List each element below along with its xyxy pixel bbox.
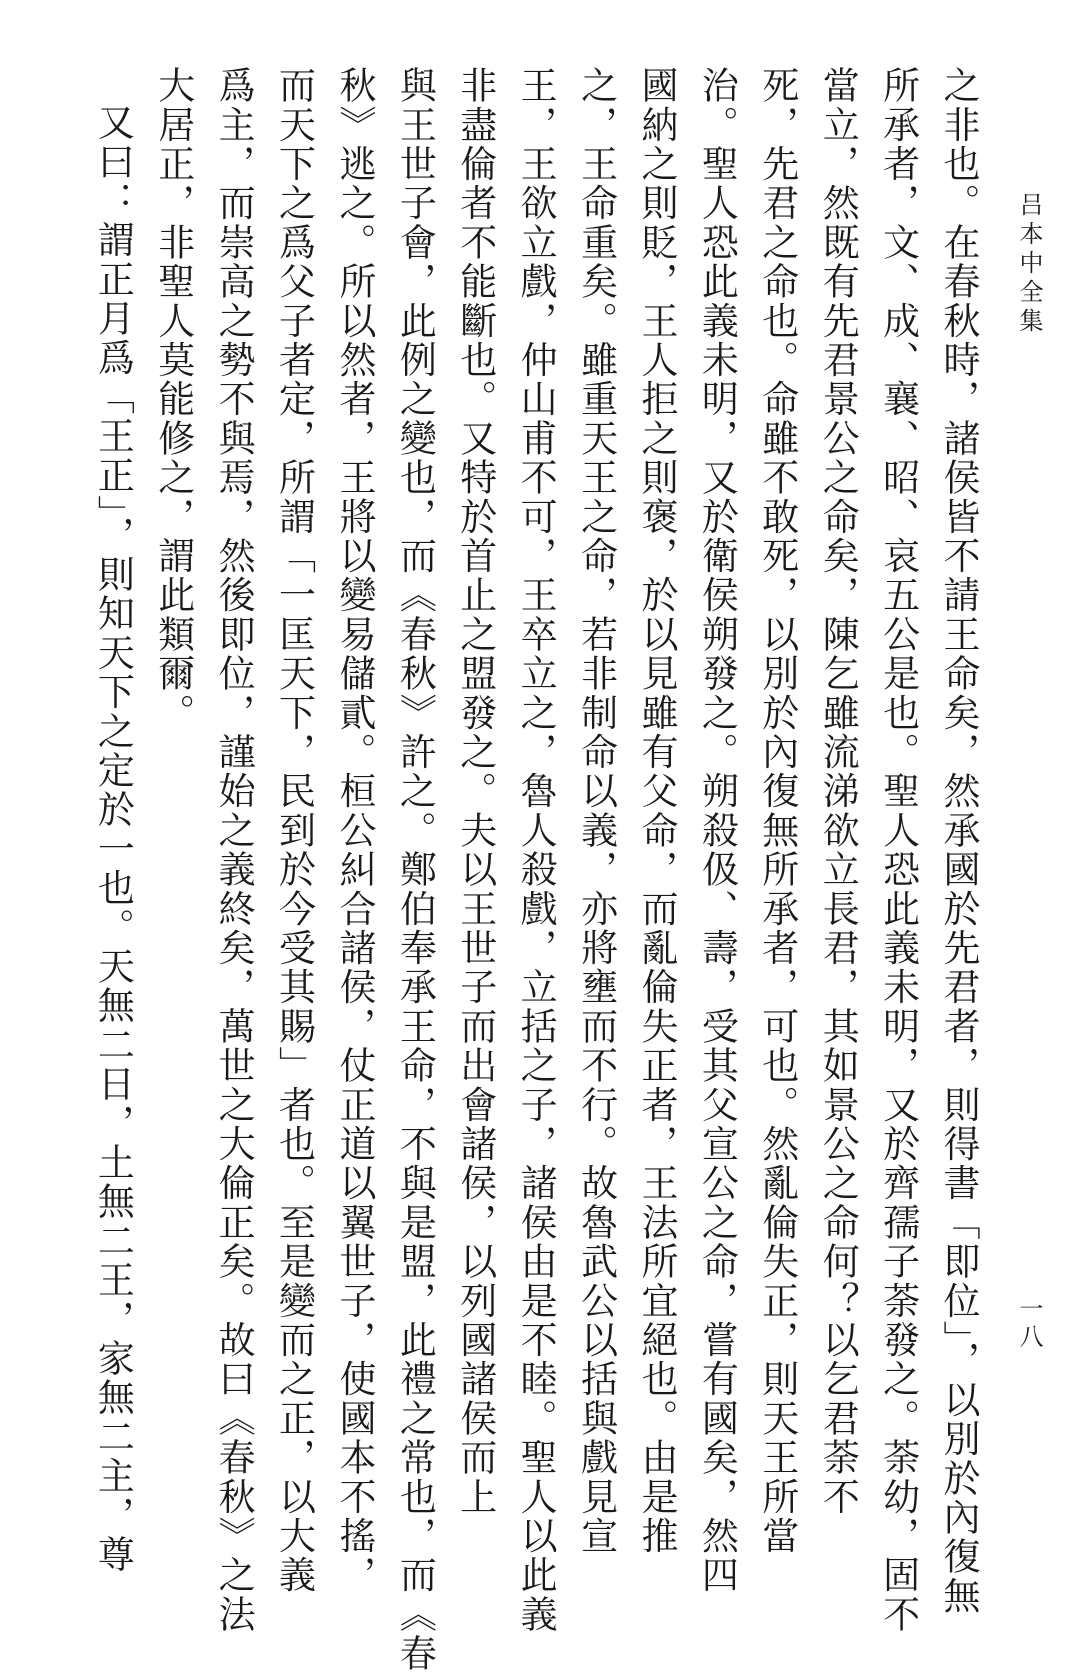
- running-header: 吕本中全集: [1015, 192, 1043, 337]
- text-column: 治。聖人恐此義未明，又於衛侯朔發之。朔殺伋、壽，受其父宣公之命，嘗有國矣，然四: [695, 66, 739, 1595]
- text-column: 所承者，文、成、襄、昭、哀五公是也。聖人恐此義未明，又於齊孺子荼發之。荼幼，固不: [876, 66, 920, 1634]
- text-column: 之非也。在春秋時，諸侯皆不請王命矣，然承國於先君者，則得書「即位」，以別於內復無: [937, 66, 980, 1616]
- text-column: 之，王命重矣。雖重天王之命，若非制命以義，亦將壅而不行。故魯武公以括與戲見宣: [574, 66, 618, 1556]
- body-text: [88, 66, 988, 1673]
- text-column: 王，王欲立戲，仲山甫不可，王卒立之，魯人殺戲，立括之子，諸侯由是不睦。聖人以此義: [514, 66, 558, 1634]
- text-column: 與王世子會，此例之變也，而《春秋》許之。鄭伯奉承王命，不與是盟，此禮之常也，而《春: [393, 66, 437, 1673]
- text-column: 秋》逃之。所以然者，王將以變易儲貳。桓公糾合諸侯，仗正道以翼世子，使國本不搖，: [332, 66, 376, 1595]
- text-column-indented: 又曰：謂正月爲「王正」，則知天下之定於一也。天無二日，土無二王，家無二主，尊: [91, 103, 135, 1575]
- text-column: 大居正，非聖人莫能修之，謂此類爾。: [151, 66, 195, 733]
- text-column: 國納之則貶，王人拒之則褒，於以見雖有父命，而亂倫失正者，王法所宜絕也。由是推: [634, 66, 678, 1556]
- text-column: 死，先君之命也。命雖不敢死，以別於內復無所承者，可也。然亂倫失正，則天王所當: [755, 66, 799, 1556]
- text-column: 當立，然既有先君景公之命矣，陳乞雖流涕欲立長君，其如景公之命何？以乞君荼不: [816, 66, 860, 1517]
- page-number: 一八: [1015, 1296, 1043, 1352]
- text-column: 非盡倫者不能斷也。又特於首止之盟發之。夫以王世子而出會諸侯，以列國諸侯而上: [453, 66, 497, 1517]
- text-column: 爲主，而崇高之勢不與焉，然後即位，謹始之義終矣，萬世之大倫正矣。故曰《春秋》之法: [212, 66, 256, 1634]
- text-column: 而天下之爲父子者定，所謂「一匡天下，民到於今受其賜」者也。至是變而之正，以大義: [272, 66, 316, 1595]
